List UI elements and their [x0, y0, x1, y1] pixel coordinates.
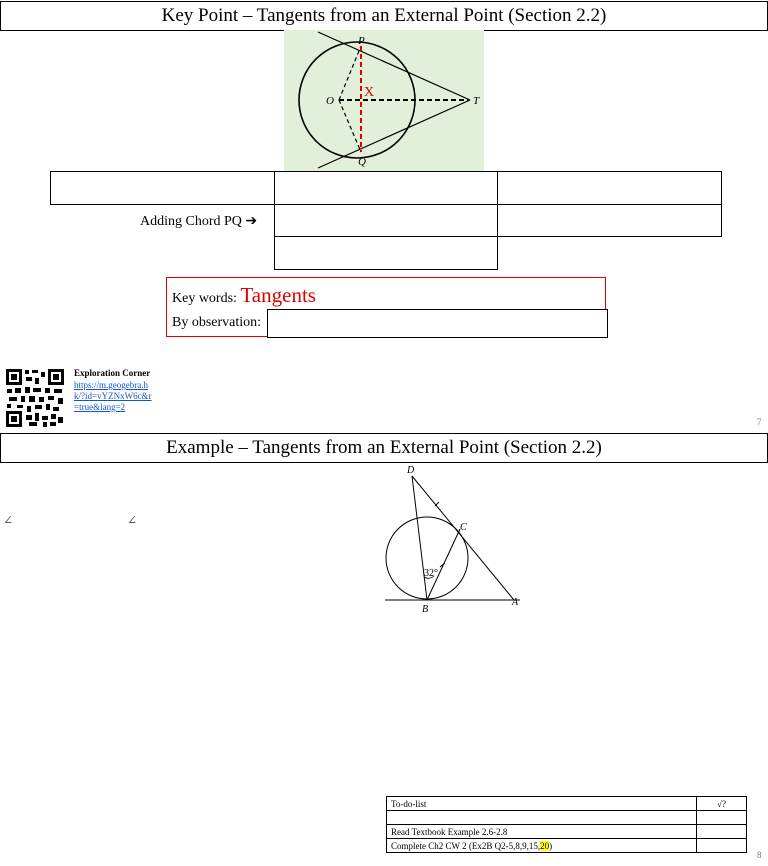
- label-b: B: [422, 604, 429, 615]
- slide2-title: Example – Tangents from an External Point (Section 2.2): [0, 433, 768, 463]
- slide1-title: Key Point – Tangents from an External Point (Section 2.2): [0, 1, 768, 31]
- label-x: X: [364, 85, 375, 100]
- keywords-label: Key words:: [172, 291, 237, 306]
- label-d: D: [407, 465, 415, 476]
- label-t: T: [473, 95, 480, 107]
- label-c: C: [460, 522, 467, 533]
- todo-header-row: [387, 797, 747, 811]
- tangent-diagram: [284, 30, 484, 172]
- label-a: A: [512, 597, 519, 608]
- table-row: [387, 811, 747, 825]
- todo-check-header: √?: [697, 797, 747, 811]
- grid-cell-r1c2[interactable]: [274, 171, 498, 205]
- label-angle-32: 32°: [424, 568, 438, 579]
- observation-input[interactable]: [267, 309, 608, 338]
- todo-list-table: [386, 796, 747, 853]
- exploration-link[interactable]: https://m.geogebra.h k/?id=vYZNxW6c&r =true&lang=2: [74, 380, 152, 412]
- grid-cell-r3c2[interactable]: [274, 236, 498, 270]
- todo-header: To-do-list: [387, 797, 697, 811]
- example-diagram: [380, 463, 530, 615]
- label-o: O: [326, 95, 334, 107]
- label-p: P: [358, 35, 365, 47]
- exploration-title: Exploration Corner: [74, 368, 151, 378]
- angle-symbol-1: ∠: [3, 513, 14, 527]
- label-q: Q: [358, 156, 366, 168]
- todo-check-cell[interactable]: [697, 839, 747, 853]
- table-row: [387, 839, 747, 853]
- todo-item-text: [387, 811, 697, 825]
- todo-item-text: Read Textbook Example 2.6-2.8: [387, 825, 697, 839]
- grid-cell-r2c3[interactable]: [497, 204, 722, 237]
- observation-label: By observation:: [172, 315, 262, 330]
- page-number-8: 8: [757, 850, 762, 860]
- todo-check-cell[interactable]: [697, 811, 747, 825]
- row-label-adding-chord: Adding Chord PQ ➔: [140, 214, 258, 229]
- grid-cell-r1c3[interactable]: [497, 171, 722, 205]
- todo-item-text: Complete Ch2 CW 2 (Ex2B Q2-5,8,9,15,20): [387, 839, 697, 853]
- table-row: [387, 825, 747, 839]
- angle-symbol-2: ∠: [127, 513, 138, 527]
- qr-code-icon[interactable]: [5, 368, 65, 428]
- page-number-7: 7: [757, 417, 762, 427]
- grid-cell-r1c1[interactable]: [50, 171, 275, 205]
- keywords-value: Tangents: [240, 283, 316, 307]
- todo-check-cell[interactable]: [697, 825, 747, 839]
- grid-cell-r2c2[interactable]: [274, 204, 498, 237]
